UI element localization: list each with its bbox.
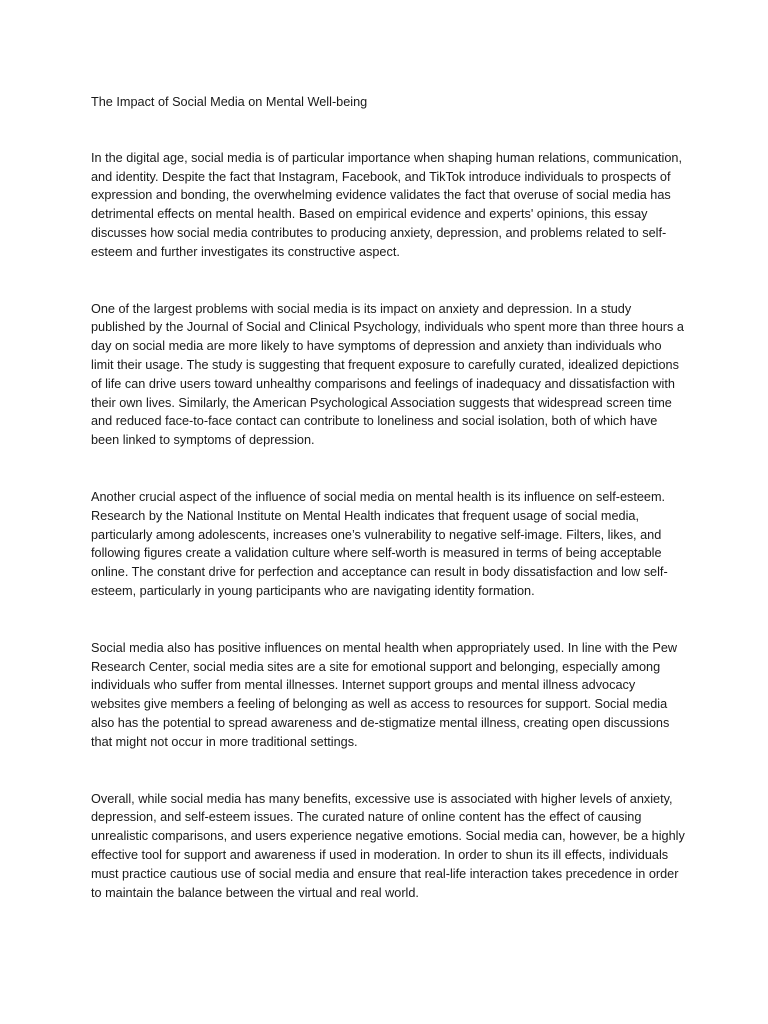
document-body [91, 93, 687, 902]
spacer [91, 112, 687, 149]
spacer [91, 450, 687, 488]
document-title: The Impact of Social Media on Mental Well-being [91, 95, 368, 109]
paragraph-positive-influences: Social media also has positive influences on mental health when appropriately used. In line with the Pew Research Center, social media sites are a site for emotional support and belonging, especially among individuals who suffer from mental illnesses. Internet support groups and mental illness advocacy websites give members a feeling of belonging as well as access to resources for support. Social media also has the potential to spread awareness and de-stigmatize mental illness, creating open discussions that might not occur in more traditional settings. [91, 640, 678, 749]
paragraph-anxiety-depression: One of the largest problems with social media is its impact on anxiety and depression. In a study published by the Journal of Social and Clinical Psychology, individuals who spent more than three hours a day on social media are more likely to have symptoms of depression and anxiety than individuals who limit their usage. The study is suggesting that frequent exposure to carefully curated, idealized depictions of life can drive users toward unhealthy comparisons and feelings of inadequacy and dissatisfaction with their own lives. Similarly, the American Psychological Association suggests that widespread screen time and reduced face-to-face contact can contribute to loneliness and social isolation, both of which have been linked to symptoms of depression. [91, 301, 684, 448]
paragraph-introduction: In the digital age, social media is of particular importance when shaping human relations, communication, and identity. Despite the fact that Instagram, Facebook, and TikTok introduce individuals to prospects of expression and bonding, the overwhelming evidence validates the fact that overuse of social media has detrimental effects on mental health. Based on empirical evidence and experts' opinions, this essay discusses how social media contributes to producing anxiety, depression, and problems related to self-esteem and further investigates its constructive aspect. [91, 150, 682, 259]
spacer [91, 262, 687, 300]
spacer [91, 601, 687, 639]
paragraph-conclusion: Overall, while social media has many benefits, excessive use is associated with higher levels of anxiety, depression, and self-esteem issues. The curated nature of online content has the effect of causing unrealistic comparisons, and users experience negative emotions. Social media can, however, be a highly effective tool for support and awareness if used in moderation. In order to shun its ill effects, individuals must practice cautious use of social media and ensure that real-life interaction takes precedence in order to maintain the balance between the virtual and real world. [91, 791, 685, 900]
paragraph-self-esteem: Another crucial aspect of the influence of social media on mental health is its influence on self-esteem. Research by the National Institute on Mental Health indicates that frequent usage of social media, particularly among adolescents, increases one’s vulnerability to negative self-image. Filters, likes, and following figures create a validation culture where self-worth is measured in terms of being acceptable online. The constant drive for perfection and acceptance can result in body dissatisfaction and low self-esteem, particularly in young participants who are navigating identity formation. [91, 489, 668, 598]
spacer [91, 752, 687, 790]
